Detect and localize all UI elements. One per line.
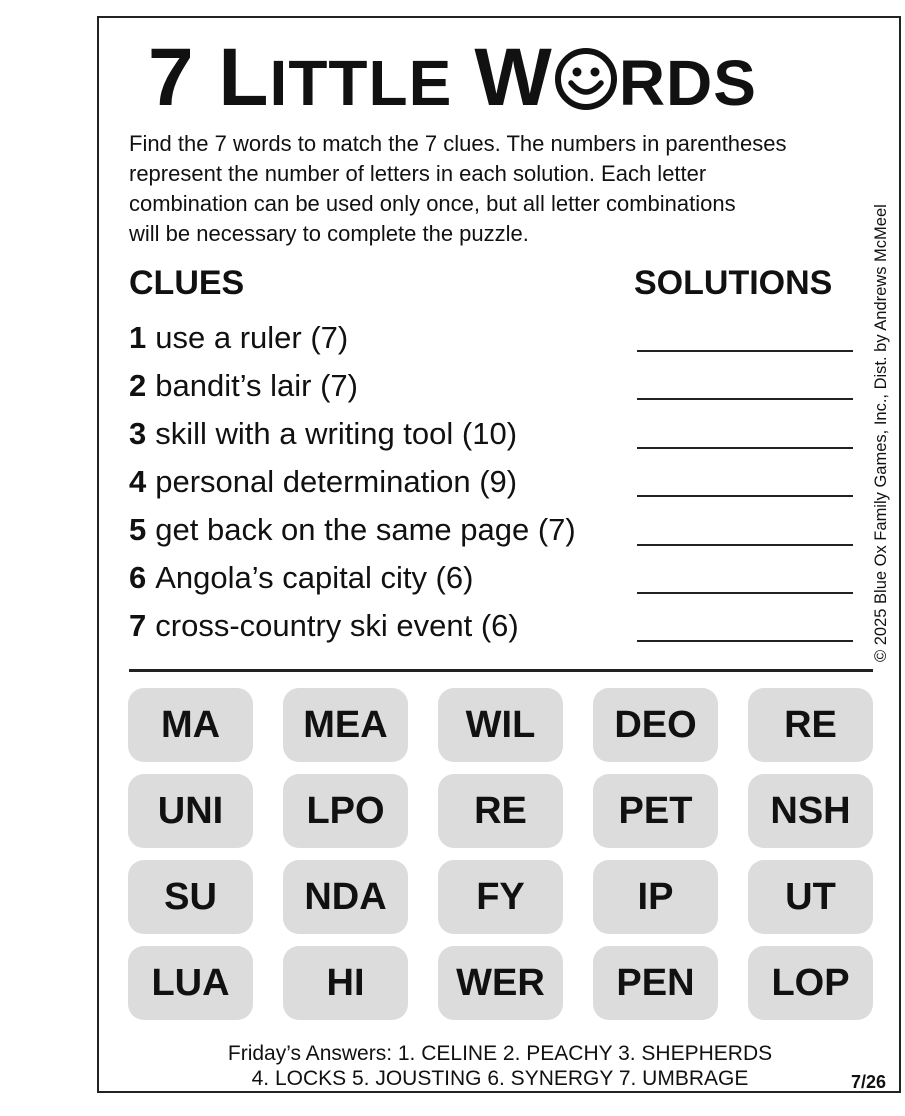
letter-tile[interactable]: WER bbox=[438, 946, 563, 1020]
solution-line-3[interactable] bbox=[637, 447, 853, 449]
clue-2: 2 bandit’s lair (7) bbox=[129, 368, 358, 403]
solution-line-5[interactable] bbox=[637, 544, 853, 546]
instructions: Find the 7 words to match the 7 clues. The numbers in parentheses represent the number of letters in each solution. Each letter combination can be used only once, but all letter combinations will be necessary to complete the puzzle. bbox=[129, 131, 787, 246]
letter-tile[interactable]: UT bbox=[748, 860, 873, 934]
previous-answers-line-2: 4. LOCKS 5. JOUSTING 6. SYNERGY 7. UMBRAGE bbox=[251, 1067, 749, 1090]
letter-tile[interactable]: RE bbox=[748, 688, 873, 762]
letter-tile[interactable]: FY bbox=[438, 860, 563, 934]
clue-3: 3 skill with a writing tool (10) bbox=[129, 416, 518, 451]
letter-tile[interactable]: RE bbox=[438, 774, 563, 848]
clue-7: 7 cross-country ski event (6) bbox=[129, 608, 519, 643]
puzzle-title: 7 LITTLE W RDS bbox=[148, 32, 757, 123]
letter-tile[interactable]: HI bbox=[283, 946, 408, 1020]
letter-tile[interactable]: NSH bbox=[748, 774, 873, 848]
solution-line-4[interactable] bbox=[637, 495, 853, 497]
divider-line bbox=[129, 669, 873, 672]
smiley-face-icon bbox=[554, 47, 618, 111]
letter-tile[interactable]: WIL bbox=[438, 688, 563, 762]
solutions-header: SOLUTIONS bbox=[634, 264, 833, 302]
letter-tile[interactable]: LUA bbox=[128, 946, 253, 1020]
clues-header: CLUES bbox=[129, 264, 245, 302]
previous-answers-line-1: Friday’s Answers: 1. CELINE 2. PEACHY 3. SHEPHERDS bbox=[227, 1042, 773, 1065]
clue-6: 6 Angola’s capital city (6) bbox=[129, 560, 474, 595]
letter-tile[interactable]: DEO bbox=[593, 688, 718, 762]
solution-line-7[interactable] bbox=[637, 640, 853, 642]
clue-1: 1 use a ruler (7) bbox=[129, 320, 349, 355]
solution-line-1[interactable] bbox=[637, 350, 853, 352]
copyright-notice: © 2025 Blue Ox Family Games, Inc., Dist. by Andrews McMeel bbox=[872, 204, 890, 662]
letter-tile[interactable]: PET bbox=[593, 774, 718, 848]
letter-tile[interactable]: PEN bbox=[593, 946, 718, 1020]
letter-tile[interactable]: UNI bbox=[128, 774, 253, 848]
clue-5: 5 get back on the same page (7) bbox=[129, 512, 576, 547]
letter-tile[interactable]: NDA bbox=[283, 860, 408, 934]
letter-tile[interactable]: SU bbox=[128, 860, 253, 934]
letter-tile[interactable]: LOP bbox=[748, 946, 873, 1020]
solution-line-6[interactable] bbox=[637, 592, 853, 594]
letter-tile[interactable]: MEA bbox=[283, 688, 408, 762]
clue-4: 4 personal determination (9) bbox=[129, 464, 518, 499]
solution-line-2[interactable] bbox=[637, 398, 853, 400]
letter-tile[interactable]: MA bbox=[128, 688, 253, 762]
puzzle-date: 7/26 bbox=[851, 1072, 887, 1092]
letter-tile[interactable]: LPO bbox=[283, 774, 408, 848]
letter-tile[interactable]: IP bbox=[593, 860, 718, 934]
